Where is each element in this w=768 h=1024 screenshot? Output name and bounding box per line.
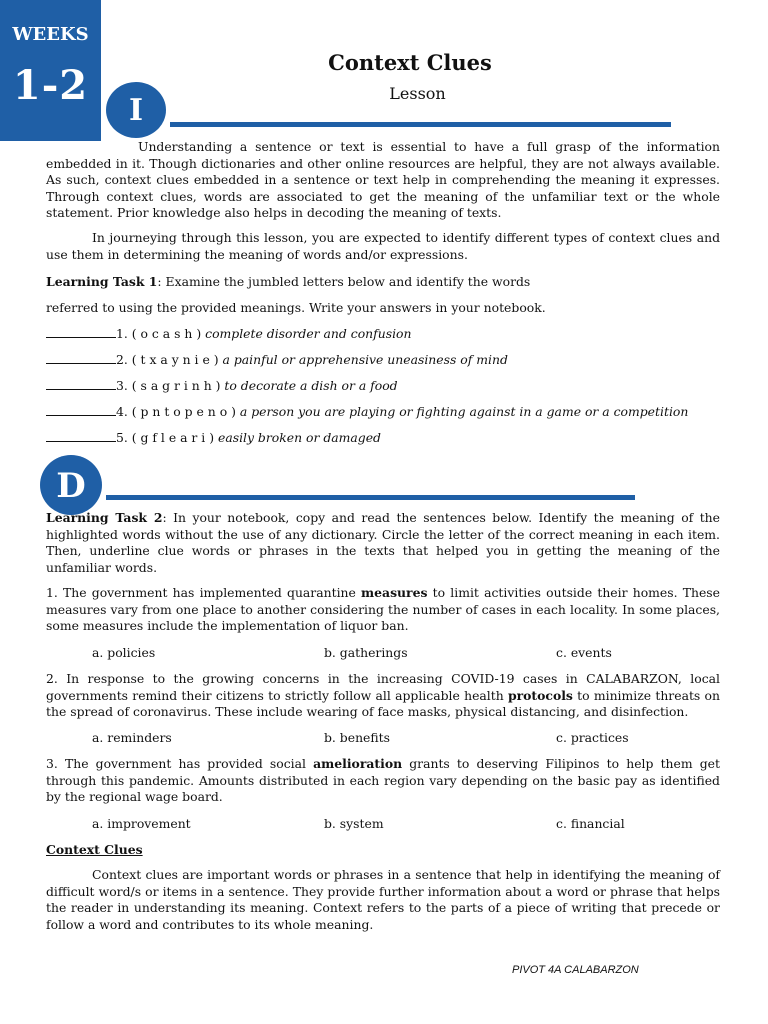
answer-blank: [46, 327, 116, 338]
task2-question-1: 1. The government has implemented quarantine measures to limit activities outside their homes. These measures vary from one place to another considering the number of cases in each locality. In some places, some measures include the implementation of liquor ban.: [46, 585, 720, 633]
highlighted-word: measures: [361, 585, 428, 600]
choice-b: b. benefits: [324, 730, 390, 745]
highlighted-word: amelioration: [313, 756, 403, 771]
task1-item: 5. ( g f l e a r i ) easily broken or damaged: [46, 430, 381, 446]
choice-c: c. practices: [556, 730, 629, 745]
section-i-marker: I: [106, 82, 166, 138]
choice-c: c. events: [556, 645, 612, 660]
footer-text: PIVOT 4A CALABARZON: [512, 964, 639, 976]
context-clues-body: Context clues are important words or phrases in a sentence that help in identifying the meaning of difficult word/s or items in a sentence. They provide further information about a word or phrase that helps the reader in understanding its meaning. Context refers to the parts of a piece of writing that precede or follow a word and contributes to its whole meaning.: [46, 867, 720, 932]
section-d-marker: D: [40, 455, 102, 515]
task1-item: 2. ( t x a y n i e ) a painful or apprehensive uneasiness of mind: [46, 352, 508, 368]
weeks-number: 1-2: [12, 62, 89, 109]
answer-blank: [46, 353, 116, 364]
intro-paragraph-1: Understanding a sentence or text is essential to have a full grasp of the information embedded in it. Though dictionaries and other online resources are helpful, they are not always available. As such, context clues embedded in a sentence or text help in comprehending the meaning it expresses. Through context clues, words are associated to get the meaning of the unfamiliar text or the whole statement. Prior knowledge also helps in decoding the meaning of texts.: [46, 139, 720, 220]
page-title: Context Clues: [328, 50, 492, 75]
page-subtitle: Lesson: [389, 84, 446, 103]
answer-blank: [46, 431, 116, 442]
task2-instruction: Learning Task 2: In your notebook, copy and read the sentences below. Identify the meaning of the highlighted words without the use of any dictionary. Circle the letter of the correct meaning in each item. Then, underline clue words or phrases in the texts that helped you in getting the meaning of the unfamiliar words.: [46, 510, 720, 575]
task2-label: Learning Task 2: [46, 510, 163, 525]
task2-question-2: 2. In response to the growing concerns in the increasing COVID-19 cases in CALABARZON, local governments remind their citizens to strictly follow all applicable health protocols to minimize threats on the spread of coronavirus. These include wearing of face masks, physical distancing, and disinfection.: [46, 671, 720, 719]
choice-b: b. system: [324, 816, 384, 831]
task1-label: Learning Task 1: [46, 274, 158, 289]
weeks-label: WEEKS: [12, 24, 89, 45]
choice-c: c. financial: [556, 816, 625, 831]
task1-instruction-2: referred to using the provided meanings. Write your answers in your notebook.: [46, 300, 546, 315]
section-d-rule: [106, 495, 635, 500]
intro-paragraph-2: In journeying through this lesson, you are expected to identify different types of context clues and use them in determining the meaning of words and/or expressions.: [46, 230, 720, 262]
answer-blank: [46, 379, 116, 390]
task1-item: 3. ( s a g r i n h ) to decorate a dish or a food: [46, 378, 398, 394]
choice-a: a. policies: [92, 645, 156, 660]
context-clues-heading: Context Clues: [46, 842, 143, 857]
answer-blank: [46, 405, 116, 416]
task2-question-3: 3. The government has provided social amelioration grants to deserving Filipinos to help them get through this pandemic. Amounts distributed in each region vary depending on the basic pay as identified by the regional wage board.: [46, 756, 720, 804]
choice-b: b. gatherings: [324, 645, 408, 660]
choice-a: a. improvement: [92, 816, 191, 831]
choice-a: a. reminders: [92, 730, 172, 745]
highlighted-word: protocols: [507, 687, 573, 703]
task1-item: 4. ( p n t o p e n o ) a person you are playing or fighting against in a game or a competition: [46, 404, 688, 420]
section-i-rule: [170, 122, 671, 127]
task1-instruction: Learning Task 1: Examine the jumbled letters below and identify the words: [46, 274, 531, 289]
task1-item: 1. ( o c a s h ) complete disorder and confusion: [46, 326, 411, 342]
